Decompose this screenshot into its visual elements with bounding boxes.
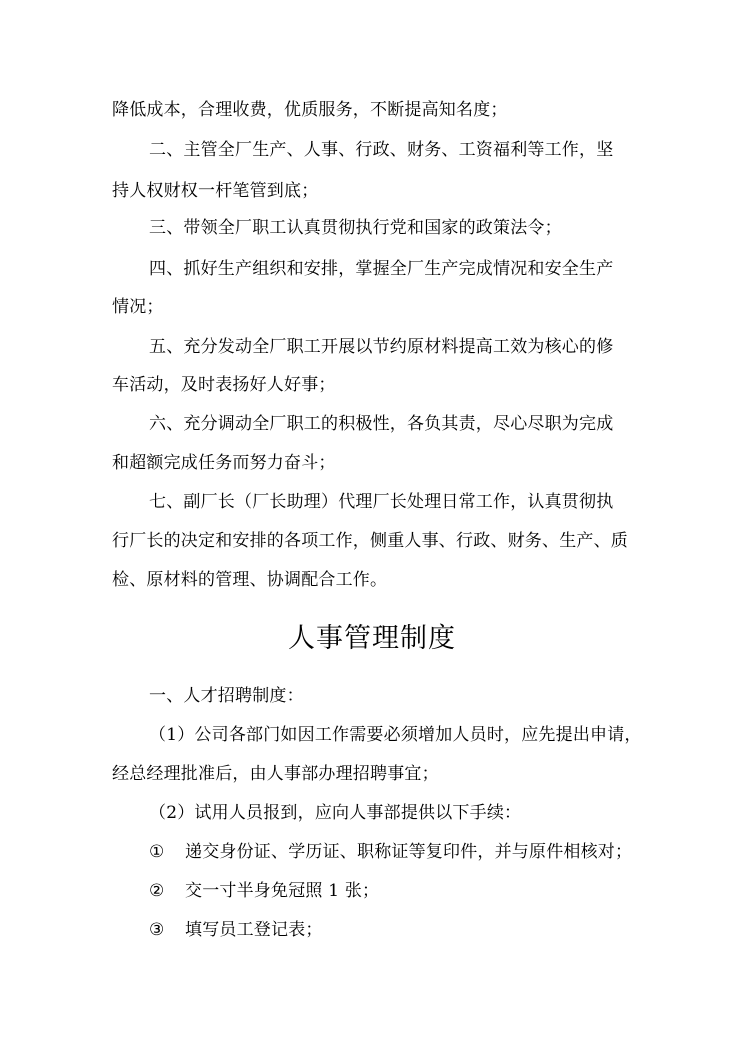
paragraph-line: 二、主管全厂生产、人事、行政、财务、工资福利等工作，坚 — [149, 140, 614, 160]
list-item — [149, 879, 379, 903]
paragraph-line: （2）试用人员报到，应向人事部提供以下手续： — [149, 803, 522, 823]
paragraph-line: 情况； — [112, 297, 164, 317]
paragraph-line: 检、原材料的管理、协调配合工作。 — [112, 570, 388, 590]
list-marker: ② — [149, 881, 165, 901]
list-item-text: 递交身份证、学历证、职称证等复印件，并与原件相核对； — [185, 842, 633, 862]
list-item — [149, 918, 323, 942]
section-heading: 一、人才招聘制度： — [149, 686, 304, 706]
list-item-text: 交一寸半身免冠照 1 张； — [185, 881, 380, 901]
paragraph-line: 六、充分调动全厂职工的积极性，各负其责，尽心尽职为完成 — [149, 414, 614, 434]
paragraph-line: 持人权财权一杆笔管到底； — [112, 181, 319, 201]
paragraph-line: 和超额完成任务而努力奋斗； — [112, 453, 336, 473]
paragraph-line: （1）公司各部门如因工作需要必须增加人员时，应先提出申请， — [149, 725, 642, 745]
paragraph-line: 七、副厂长（厂长助理）代理厂长处理日常工作，认真贯彻执 — [149, 492, 614, 512]
paragraph-line: 降低成本，合理收费，优质服务，不断提高知名度； — [112, 100, 508, 120]
paragraph-line: 三、带领全厂职工认真贯彻执行党和国家的政策法令； — [149, 218, 562, 238]
section-title: 人事管理制度 — [288, 623, 456, 653]
list-marker: ③ — [149, 920, 165, 940]
paragraph-line: 经总经理批准后，由人事部办理招聘事宜； — [112, 764, 439, 784]
paragraph-line: 车活动，及时表扬好人好事； — [112, 375, 336, 395]
list-item-text: 填写员工登记表； — [185, 920, 323, 940]
paragraph-line: 四、抓好生产组织和安排，掌握全厂生产完成情况和安全生产 — [149, 259, 614, 279]
list-marker: ① — [149, 842, 165, 862]
paragraph-line: 五、充分发动全厂职工开展以节约原材料提高工效为核心的修 — [149, 337, 614, 357]
paragraph-line: 行厂长的决定和安排的各项工作，侧重人事、行政、财务、生产、质 — [112, 531, 628, 551]
list-item — [149, 840, 632, 864]
